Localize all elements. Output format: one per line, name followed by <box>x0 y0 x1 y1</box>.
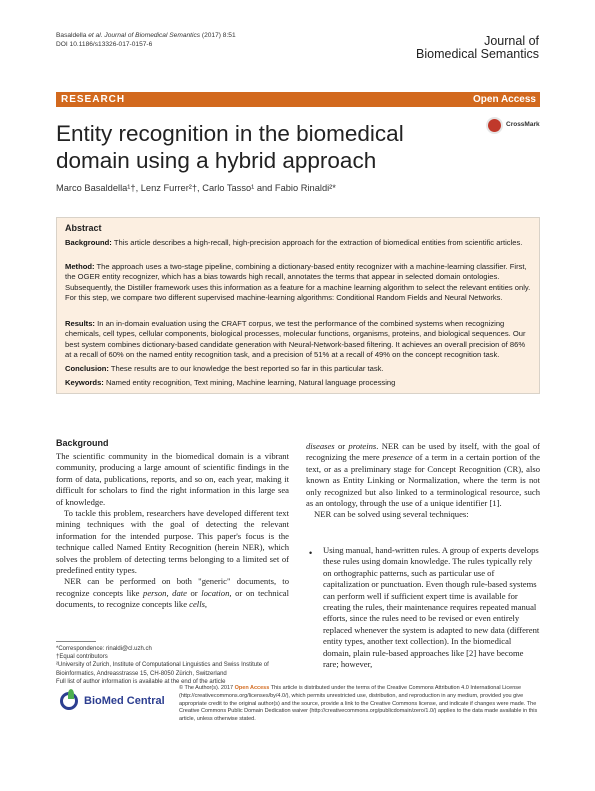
footnotes <box>56 645 291 686</box>
list-item-text: Using manual, hand-written rules. A group of experts develops these rules using domain knowledge. The rules typically rely on orthographic patterns, such as particular use of capitalization or punctuation. Even though rule-based systems can perform well if sufficient expert time is available for creating the rules, their maintenance requires repeated manual efforts, since the rules need to be revised or even entirely replaced whenever the system is adapted to new data (different entity types, another text collection). In the biomedical domain, plain rule-based approaches like [2] have become rare; however, <box>323 545 540 670</box>
biomed-central-logo <box>56 686 176 714</box>
right-column <box>306 441 540 521</box>
text-run: of a term in a certain portion of the text, or as a preliminary stage for Concept Recognition (CR), also known as Entity Linking or Normalization, where the term is not only recognized but also linked to a terminological resource, such as an ontology, through the use of a unique identifier [1]. <box>306 452 541 509</box>
italic-term: date <box>172 587 187 598</box>
text-run: . NER can be used by itself, with the goal of recognizing the mere <box>306 441 540 463</box>
bullet-icon: • <box>309 548 313 558</box>
paragraph: To tackle this problem, researchers have developed different text mining techniques with the goal of detecting the relevant information for the intended purpose. This paper's focus is the technique called Named Entity Recognition (herein NER), which solves the problem of detecting terms belonging to a limited set of predefined entity types. <box>56 508 289 576</box>
license-copyright: © The Author(s). 2017 <box>179 685 235 691</box>
results-label: Results: <box>65 319 95 328</box>
abstract-conclusion <box>65 364 533 374</box>
paragraph <box>306 441 540 509</box>
abstract-heading: Abstract <box>65 223 102 233</box>
abstract-box <box>56 217 540 394</box>
header-author: Basaldella <box>56 32 89 39</box>
paragraph: NER can be solved using several techniques: <box>314 509 469 520</box>
italic-term: person <box>143 587 167 598</box>
paragraph: The scientific community in the biomedical domain is a vibrant community, producing a large amount of scientific findings in the form of data, publications, reports, and so on, each year, making it difficult for scholars to find the right information in this large sea of knowledge. <box>56 451 289 507</box>
method-text: The approach uses a two-stage pipeline, combining a dictionary-based entity recognizer with a machine-learning classifier. First, the OGER entity recognizer, which has a bias towards high recall, annotates the terms that appear in selected domain ontologies. Subsequently, the Distiller framework uses this information as a feature for a machine learning algorithm to select the relevant entities only. For this step, we compare two different supervised machine-learning algorithms: Conditional Random Fields and Neural Networks. <box>65 262 531 302</box>
paragraph <box>56 576 289 610</box>
italic-term: proteins <box>348 441 377 451</box>
conclusion-label: Conclusion: <box>65 364 109 373</box>
footnote-divider <box>56 641 96 642</box>
journal-line-2: Biomedical Semantics <box>416 47 539 61</box>
journal-line-1: Journal of <box>484 34 539 48</box>
conclusion-text: These results are to our knowledge the best reported so far in this particular task. <box>108 364 384 373</box>
italic-term: cells <box>189 599 205 610</box>
footnote-affiliation: ²University of Zurich, Institute of Computational Linguistics and Swiss Institute of Bioinformatics, Andreasstrasse 15, CH-8050 Zürich, Switzerland <box>56 662 269 677</box>
license-statement <box>179 685 541 724</box>
open-access-label: Open Access <box>473 94 536 105</box>
author-list: Marco Basaldella¹†, Lenz Furrer²†, Carlo Tasso¹ and Fabio Rinaldi²* <box>56 183 336 193</box>
italic-term: location <box>201 587 230 598</box>
abstract-results <box>65 319 533 360</box>
text-run: NER can be performed on both "generic" documents, to recognize concepts like <box>56 576 289 598</box>
text-run: or <box>186 587 202 598</box>
footnote-correspondence: *Correspondence: rinaldi@cl.uzh.ch <box>56 646 152 652</box>
abstract-keywords <box>65 378 533 388</box>
left-column <box>56 451 289 611</box>
crossmark-icon <box>486 117 503 134</box>
method-label: Method: <box>65 262 95 271</box>
journal-name <box>416 35 539 61</box>
background-label: Background: <box>65 238 112 247</box>
biomed-central-icon <box>60 692 78 710</box>
text-run: , <box>166 587 173 598</box>
running-header <box>56 31 236 49</box>
crossmark-button[interactable] <box>486 113 540 139</box>
text-run: or <box>334 441 349 451</box>
footnote-equal: †Equal contributors <box>56 654 108 661</box>
header-doi: DOI 10.1186/s13326-017-0157-6 <box>56 41 153 48</box>
abstract-method <box>65 262 533 303</box>
publisher-name: BioMed Central <box>84 695 165 707</box>
text-run: , or on technical documents, to recognize concepts like <box>56 587 289 610</box>
header-journal: et al. Journal of Biomedical Semantics <box>88 32 201 39</box>
header-year: (2017) 8:51 <box>200 32 236 39</box>
text-run: , <box>204 599 208 610</box>
research-label: RESEARCH <box>61 94 126 105</box>
research-banner <box>56 92 540 107</box>
article-title: Entity recognition in the biomedical domain using a hybrid approach <box>56 121 404 173</box>
keywords-text: Named entity recognition, Text mining, Machine learning, Natural language processing <box>103 378 396 387</box>
results-text: In an in-domain evaluation using the CRAFT corpus, we test the performance of the combined systems when recognizing chemicals, cell types, cellular components, biological processes, molecular functions, organisms, proteins, and biological sequences. Our best system combines dictionary-based candidate generation with Neural-Network-based filtering. It achieves an overall precision of 86% at a recall of 60% on the named entity recognition task, and a precision of 51% at a recall of 49% on the concept recognition task. <box>65 319 526 359</box>
abstract-background <box>65 238 533 248</box>
background-text: This article describes a high-recall, high-precision approach for the extraction of biomedical entities from scientific articles. <box>111 238 523 247</box>
italic-term: diseases <box>306 441 335 451</box>
license-open-access: Open Access <box>234 685 270 691</box>
section-heading-background: Background <box>56 438 109 448</box>
italic-term: presence <box>382 452 413 463</box>
license-text: This article is distributed under the terms of the Creative Commons Attribution 4.0 International License (http://creativecommons.org/licenses/by/4.0/), which permits unrestricted use, distribution, and reproduction in any medium, provided you give appropriate credit to the original author(s) and the source, provide a link to the Creative Commons license, and indicate if changes were made. The Creative Commons Public Domain Dedication waiver (http://creativecommons.org/publicdomain/zero/1.0/) applies to the data made available in this article, unless otherwise stated. <box>179 685 538 723</box>
keywords-label: Keywords: <box>65 378 104 387</box>
crossmark-label: CrossMark <box>506 121 540 128</box>
footnote-more-info: Full list of author information is available at the end of the article <box>56 678 226 685</box>
